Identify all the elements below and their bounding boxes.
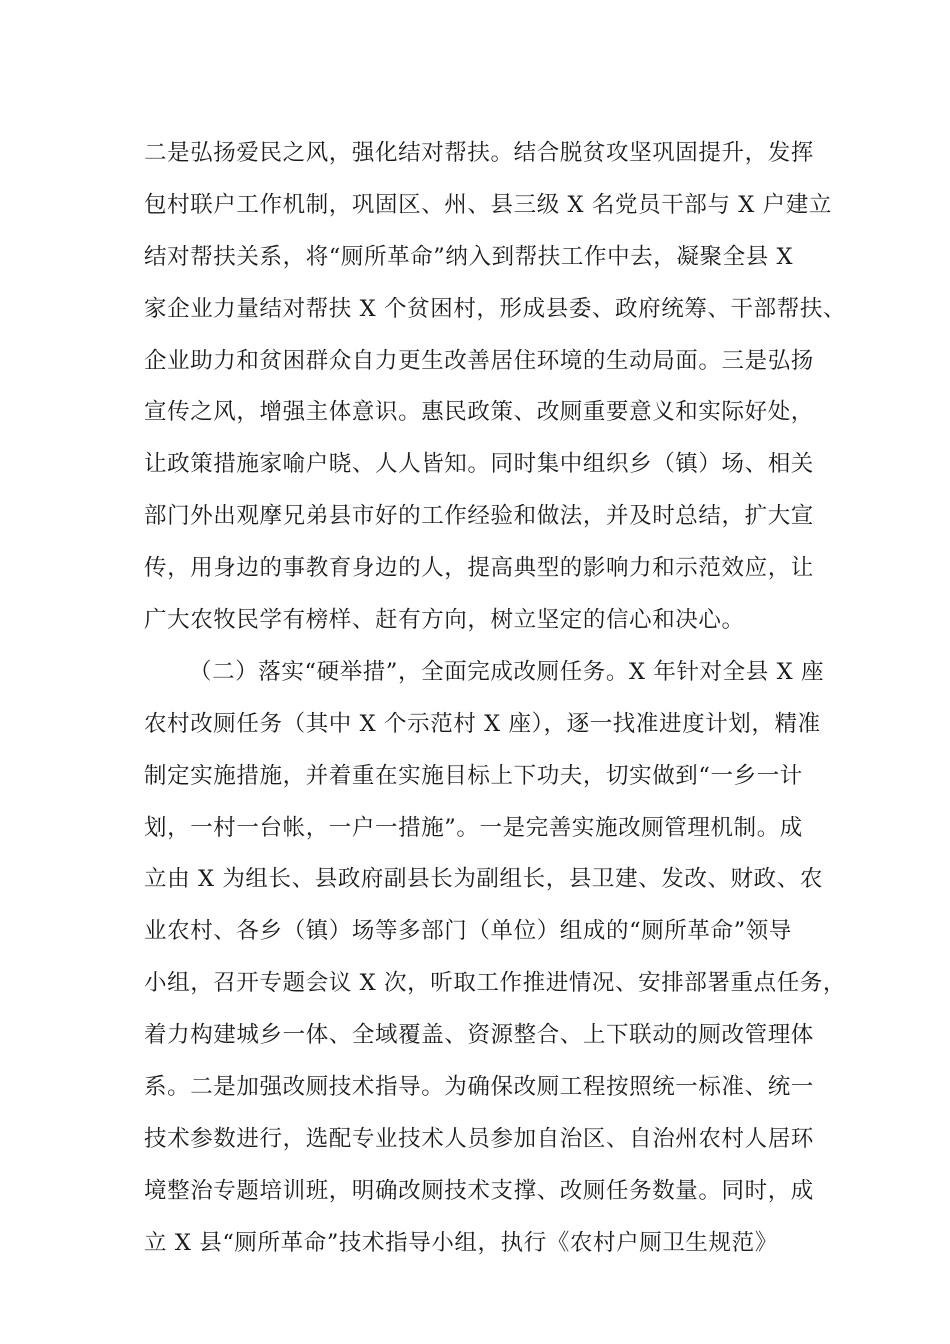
text-line: 技术参数进行，选配专业技术人员参加自治区、自治州农村人居环 — [144, 1125, 814, 1152]
text-line: 着力构建城乡一体、全域覆盖、资源整合、上下联动的厕改管理体 — [144, 1022, 814, 1049]
text-line: 农村改厕任务（其中 X 个示范村 X 座），逐一找准进度计划，精准 — [144, 710, 821, 737]
text-line: 境整治专题培训班，明确改厕技术支撑、改厕任务数量。同时，成 — [144, 1177, 814, 1204]
section-heading-line: （二）落实“硬举措”，全面完成改厕任务。X 年针对全县 X 座 — [189, 658, 825, 685]
text-line: 立 X 县“厕所革命”技术指导小组，执行《农村户厕卫生规范》 — [144, 1229, 778, 1256]
text-line: 广大农牧民学有榜样、赶有方向，树立坚定的信心和决心。 — [144, 607, 745, 634]
text-line: 包村联户工作机制，巩固区、州、县三级 X 名党员干部与 X 户建立 — [144, 191, 832, 218]
text-line: 部门外出观摩兄弟县市好的工作经验和做法，并及时总结，扩大宣 — [144, 503, 814, 530]
body-text — [144, 128, 847, 1270]
text-line: 制定实施措施，并着重在实施目标上下功夫，切实做到“一乡一计 — [144, 762, 803, 789]
text-line: 家企业力量结对帮扶 X 个贫困村，形成县委、政府统筹、干部帮扶、 — [144, 295, 847, 322]
text-line: 业农村、各乡（镇）场等多部门（单位）组成的“厕所革命”领导 — [144, 918, 792, 945]
text-line: 传，用身边的事教育身边的人，提高典型的影响力和示范效应，让 — [144, 555, 814, 582]
text-line: 系。二是加强改厕技术指导。为确保改厕工程按照统一标准、统一 — [144, 1074, 814, 1101]
text-line: 企业助力和贫困群众自力更生改善居住环境的生动局面。三是弘扬 — [144, 347, 814, 374]
text-line: 宣传之风，增强主体意识。惠民政策、改厕重要意义和实际好处， — [144, 399, 814, 426]
text-line: 划，一村一台帐，一户一措施”。一是完善实施改厕管理机制。成 — [144, 814, 803, 841]
text-line: 小组，召开专题会议 X 次，听取工作推进情况、安排部署重点任务， — [144, 970, 847, 997]
text-line: 结对帮扶关系，将“厕所革命”纳入到帮扶工作中去，凝聚全县 X — [144, 243, 794, 270]
text-line: 让政策措施家喻户晓、人人皆知。同时集中组织乡（镇）场、相关 — [144, 451, 814, 478]
text-line: 立由 X 为组长、县政府副县长为副组长，县卫建、发改、财政、农 — [144, 866, 823, 893]
text-line: 二是弘扬爱民之风，强化结对帮扶。结合脱贫攻坚巩固提升，发挥 — [144, 140, 814, 166]
